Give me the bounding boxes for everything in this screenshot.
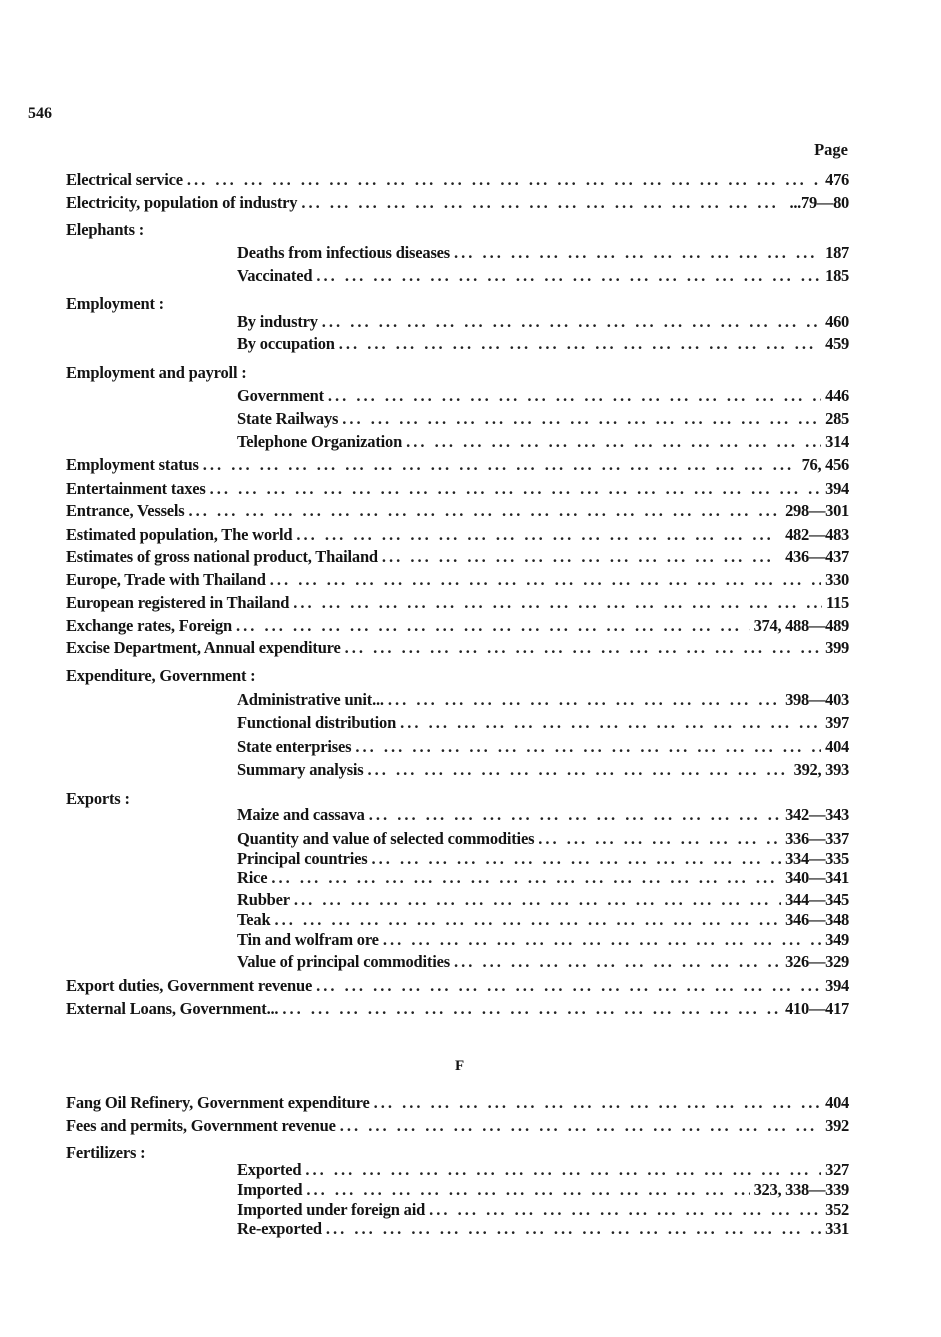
index-entry xyxy=(66,547,849,567)
index-heading xyxy=(66,666,849,686)
dot-leader xyxy=(322,312,821,332)
index-entry xyxy=(66,501,849,521)
entry-page: 298—301 xyxy=(785,501,849,520)
entry-page: 342—343 xyxy=(785,805,849,824)
index-heading xyxy=(66,294,849,314)
entry-page: 336—337 xyxy=(785,829,849,848)
index-subentry xyxy=(237,243,849,263)
index-entry xyxy=(66,999,849,1019)
entry-page: 394 xyxy=(825,479,849,498)
entry-label: Employment : xyxy=(66,294,164,313)
entry-page: 446 xyxy=(825,386,849,405)
index-subentry xyxy=(237,1180,849,1200)
entry-label: Estimated population, The world xyxy=(66,525,293,544)
entry-page: 392 xyxy=(825,1116,849,1135)
entry-label: Quantity and value of selected commodities xyxy=(237,829,535,848)
dot-leader xyxy=(282,999,781,1019)
entry-page: 404 xyxy=(825,737,849,756)
entry-label: Exchange rates, Foreign xyxy=(66,616,233,635)
entry-page: 374, 488—489 xyxy=(753,616,849,635)
dot-leader xyxy=(454,243,821,263)
index-entry xyxy=(66,455,849,475)
dot-leader xyxy=(339,334,821,354)
entry-page: 185 xyxy=(825,266,849,285)
entry-label: Value of principal commodities xyxy=(237,952,450,971)
entry-label: Elephants : xyxy=(66,220,145,239)
dot-leader xyxy=(271,868,781,888)
entry-page: 410—417 xyxy=(785,999,849,1018)
index-subentry xyxy=(237,829,849,849)
entry-label: Maize and cassava xyxy=(237,805,365,824)
entry-page: 459 xyxy=(825,334,849,353)
index-heading xyxy=(66,220,849,240)
entry-page: 436—437 xyxy=(785,547,849,566)
entry-label: Fang Oil Refinery, Government expenditure xyxy=(66,1093,370,1112)
entry-page: 460 xyxy=(825,312,849,331)
index-subentry xyxy=(237,1219,849,1239)
entry-label: By occupation xyxy=(237,334,335,353)
index-subentry xyxy=(237,930,849,950)
dot-leader xyxy=(270,570,821,590)
entry-label: External Loans, Government... xyxy=(66,999,279,1018)
entry-page: 482—483 xyxy=(785,525,849,544)
dot-leader xyxy=(368,760,790,780)
dot-leader xyxy=(316,976,821,996)
index-subentry xyxy=(237,334,849,354)
index-entry xyxy=(66,1093,849,1113)
dot-leader xyxy=(383,930,821,950)
entry-label: Exported xyxy=(237,1160,302,1179)
entry-page: 331 xyxy=(825,1219,849,1238)
index-subentry xyxy=(237,1160,849,1180)
entry-page: 349 xyxy=(825,930,849,949)
index-subentry xyxy=(237,952,849,972)
dot-leader xyxy=(189,501,782,521)
entry-page: 399 xyxy=(825,638,849,657)
index-entry xyxy=(66,593,849,613)
entry-page: 404 xyxy=(825,1093,849,1112)
entry-label: Employment status xyxy=(66,455,199,474)
entry-page: 330 xyxy=(825,570,849,589)
index-subentry xyxy=(237,760,849,780)
entry-page: 323, 338—339 xyxy=(753,1180,849,1199)
entry-label: Re-exported xyxy=(237,1219,322,1238)
entry-label: Entertainment taxes xyxy=(66,479,206,498)
entry-label: Fees and permits, Government revenue xyxy=(66,1116,336,1135)
page-column-heading: Page xyxy=(814,140,848,159)
entry-label: Vaccinated xyxy=(237,266,313,285)
index-entry xyxy=(66,170,849,190)
entry-label: Teak xyxy=(237,910,271,929)
dot-leader xyxy=(345,638,822,658)
entry-page: 76, 456 xyxy=(801,455,849,474)
dot-leader xyxy=(293,593,822,613)
entry-page: ...79—80 xyxy=(789,193,849,212)
dot-leader xyxy=(371,849,781,869)
index-subentry xyxy=(237,910,849,930)
index-subentry xyxy=(237,1200,849,1220)
dot-leader xyxy=(342,409,821,429)
dot-leader xyxy=(355,737,821,757)
dot-leader xyxy=(274,910,781,930)
index-entry xyxy=(66,1116,849,1136)
entry-page: 392, 393 xyxy=(793,760,849,779)
index-entry xyxy=(66,570,849,590)
entry-label: Functional distribution xyxy=(237,713,397,732)
dot-leader xyxy=(388,690,781,710)
entry-label: Employment and payroll : xyxy=(66,363,247,382)
entry-page: 187 xyxy=(825,243,849,262)
entry-label: Imported xyxy=(237,1180,303,1199)
entry-label: Exports : xyxy=(66,789,130,808)
entry-label: Rubber xyxy=(237,890,290,909)
entry-page: 285 xyxy=(825,409,849,428)
index-subentry xyxy=(237,890,849,910)
entry-label: State enterprises xyxy=(237,737,352,756)
entry-label: Telephone Organization xyxy=(237,432,403,451)
entry-label: By industry xyxy=(237,312,318,331)
entry-label: Rice xyxy=(237,868,268,887)
dot-leader xyxy=(187,170,821,190)
index-subentry xyxy=(237,713,849,733)
entry-page: 398—403 xyxy=(785,690,849,709)
index-entry xyxy=(66,525,849,545)
dot-leader xyxy=(210,479,822,499)
dot-leader xyxy=(538,829,781,849)
entry-label: Electricity, population of industry xyxy=(66,193,298,212)
dot-leader xyxy=(382,547,781,567)
entry-page: 346—348 xyxy=(785,910,849,929)
dot-leader xyxy=(306,1180,749,1200)
entry-page: 340—341 xyxy=(785,868,849,887)
dot-leader xyxy=(296,525,781,545)
entry-page: 344—345 xyxy=(785,890,849,909)
dot-leader xyxy=(301,193,785,213)
dot-leader xyxy=(305,1160,821,1180)
entry-label: Deaths from infectious diseases xyxy=(237,243,451,262)
entry-label: State Railways xyxy=(237,409,339,428)
dot-leader xyxy=(454,952,781,972)
dot-leader xyxy=(400,713,821,733)
entry-label: Estimates of gross national product, Thailand xyxy=(66,547,378,566)
index-entry xyxy=(66,479,849,499)
entry-label: Tin and wolfram ore xyxy=(237,930,379,949)
entry-label: European registered in Thailand xyxy=(66,593,290,612)
index-subentry xyxy=(237,849,849,869)
index-entry xyxy=(66,193,849,213)
index-subentry xyxy=(237,386,849,406)
entry-page: 314 xyxy=(825,432,849,451)
index-subentry xyxy=(237,266,849,286)
dot-leader xyxy=(236,616,750,636)
dot-leader xyxy=(369,805,781,825)
index-subentry xyxy=(237,432,849,452)
page-number: 546 xyxy=(28,105,52,122)
entry-page: 394 xyxy=(825,976,849,995)
entry-page: 476 xyxy=(825,170,849,189)
index-subentry xyxy=(237,737,849,757)
dot-leader xyxy=(406,432,821,452)
dot-leader xyxy=(203,455,798,475)
dot-leader xyxy=(294,890,781,910)
entry-label: Electrical service xyxy=(66,170,183,189)
index-entry xyxy=(66,976,849,996)
entry-page: 334—335 xyxy=(785,849,849,868)
index-subentry xyxy=(237,805,849,825)
entry-label: Administrative unit... xyxy=(237,690,384,709)
index-subentry xyxy=(237,690,849,710)
entry-label: Principal countries xyxy=(237,849,368,868)
entry-label: Government xyxy=(237,386,324,405)
entry-page: 397 xyxy=(825,713,849,732)
index-subentry xyxy=(237,409,849,429)
entry-page: 352 xyxy=(825,1200,849,1219)
dot-leader xyxy=(340,1116,821,1136)
entry-page: 327 xyxy=(825,1160,849,1179)
entry-page: 326—329 xyxy=(785,952,849,971)
entry-label: Imported under foreign aid xyxy=(237,1200,426,1219)
dot-leader xyxy=(316,266,821,286)
dot-leader xyxy=(374,1093,822,1113)
entry-label: Entrance, Vessels xyxy=(66,501,185,520)
dot-leader xyxy=(328,386,821,406)
entry-page: 115 xyxy=(826,593,849,612)
dot-leader xyxy=(326,1219,821,1239)
index-subentry xyxy=(237,868,849,888)
entry-label: Fertilizers : xyxy=(66,1143,146,1162)
dot-leader xyxy=(429,1200,821,1220)
entry-label: Excise Department, Annual expenditure xyxy=(66,638,341,657)
entry-label: Export duties, Government revenue xyxy=(66,976,313,995)
index-subentry xyxy=(237,312,849,332)
index-entry xyxy=(66,638,849,658)
index-heading xyxy=(66,363,849,383)
entry-label: Expenditure, Government : xyxy=(66,666,256,685)
entry-label: Europe, Trade with Thailand xyxy=(66,570,266,589)
entry-label: Summary analysis xyxy=(237,760,364,779)
index-entry xyxy=(66,616,849,636)
section-letter: F xyxy=(455,1058,465,1074)
